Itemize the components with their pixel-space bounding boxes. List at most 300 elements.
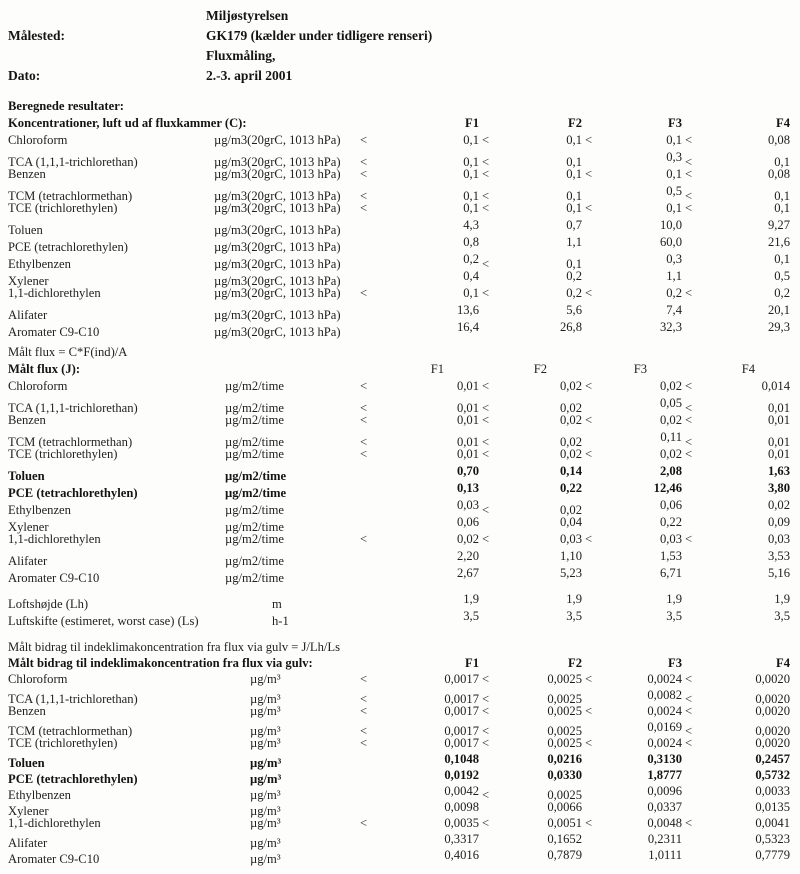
less-than-sign: < [482, 133, 490, 147]
value-cell-f2 [482, 531, 585, 548]
value-cell-f4 [685, 463, 793, 480]
less-than-sign: < [685, 435, 693, 449]
substance-row [8, 149, 796, 169]
less-than-sign: < [585, 201, 593, 215]
value-cell-f3 [585, 251, 685, 268]
measurement-value: 0,0025 [547, 724, 582, 738]
substance-name: TCE (trichlorethylen) [8, 201, 118, 215]
value-cell-f4 [685, 480, 793, 497]
measurement-value: 0,1 [666, 133, 682, 147]
unit-label: µg/m3(20grC, 1013 hPa) [214, 201, 341, 215]
less-than-sign: < [482, 201, 490, 215]
value-cell-f4 [685, 200, 793, 217]
less-than-sign: < [360, 692, 368, 706]
measurement-value: 0,1 [566, 201, 582, 215]
value-cell-f3 [585, 446, 685, 463]
measurement-value: 0,01 [456, 401, 479, 415]
substance-name: 1,1-dichlorethylen [8, 532, 101, 546]
value-cell-f4 [685, 847, 793, 863]
less-than-sign: < [360, 413, 368, 427]
value-cell-f2 [482, 378, 585, 395]
substance-name: TCA (1,1,1-trichlorethan) [8, 155, 138, 169]
less-than-sign: < [360, 724, 368, 738]
substance-name: Ethylbenzen [8, 257, 71, 271]
unit-label: µg/m³ [250, 756, 282, 770]
value-cell-f2 [482, 480, 585, 497]
less-than-sign: < [585, 413, 593, 427]
value-cell-f1 [360, 378, 482, 395]
measurement-value: 0,1 [463, 167, 479, 181]
less-than-sign: < [685, 704, 693, 718]
date-value: 2.-3. april 2001 [206, 68, 293, 83]
unit-label: µg/m2/time [225, 554, 285, 568]
measurement-value: 0,05 [659, 396, 682, 410]
measurement-value: 0,2 [666, 286, 682, 300]
value-cell-f1 [360, 446, 482, 463]
substance-name: Toluen [8, 469, 45, 483]
column-header-f4: F4 [776, 116, 790, 130]
unit-label: µg/m³ [250, 736, 281, 750]
measurement-value: 0,1 [566, 133, 582, 147]
value-cell-f4 [685, 815, 793, 831]
header-line [8, 26, 796, 46]
value-cell-f1 [360, 767, 482, 783]
unit-label: µg/m2/time [225, 447, 285, 461]
measurement-value: 0,02 [559, 379, 582, 393]
unit-label: µg/m2/time [225, 401, 285, 415]
measurement-value: 0,02 [659, 447, 682, 461]
substance-row [8, 591, 796, 611]
substance-name: Loftshøjde (Lh) [8, 597, 89, 611]
measurement-value: 0,01 [767, 435, 790, 449]
substance-row [8, 735, 796, 751]
table-header-row [8, 655, 796, 671]
column-header-f3: F3 [668, 656, 682, 670]
measurement-value: 0,0035 [444, 816, 479, 830]
column-header-f2: F2 [533, 362, 547, 376]
measurement-value: 0,0020 [755, 672, 790, 686]
measurement-value: 0,09 [767, 515, 790, 529]
value-cell-f4 [685, 378, 793, 395]
value-cell-f4 [685, 514, 793, 531]
unit-label: µg/m³ [250, 816, 281, 830]
unit-label: µg/m2/time [225, 571, 285, 585]
value-cell-f3 [585, 183, 685, 200]
measurement-type: Fluxmåling, [206, 48, 276, 63]
substance-row [8, 687, 796, 706]
header-line [8, 66, 796, 86]
measurement-value: 0,0020 [755, 724, 790, 738]
value-cell-f4 [685, 234, 793, 251]
value-cell-f4 [685, 767, 793, 783]
measurement-value: 1,1 [666, 269, 682, 283]
value-cell-f2 [482, 591, 585, 608]
substance-name: 1,1-dichlorethylen [8, 816, 101, 830]
less-than-sign: < [685, 447, 693, 461]
measurement-value: 0,1 [666, 201, 682, 215]
substance-row [8, 463, 796, 483]
unit-label: µg/m³ [250, 692, 281, 706]
substance-name: Alifater [8, 554, 48, 568]
substance-row [8, 831, 796, 850]
value-cell-f2 [482, 799, 585, 815]
unit-label: µg/m3(20grC, 1013 hPa) [214, 325, 341, 339]
value-cell-f1 [360, 234, 482, 251]
measurement-value: 0,1 [463, 286, 479, 300]
less-than-sign: < [685, 736, 693, 750]
measurement-value: 3,80 [767, 481, 790, 495]
measurement-value: 1,1 [566, 235, 582, 249]
less-than-sign: < [585, 704, 593, 718]
unit-label: µg/m³ [250, 772, 282, 786]
substance-name: TCE (trichlorethylen) [8, 736, 118, 750]
less-than-sign: < [360, 672, 368, 686]
value-cell-f3 [585, 234, 685, 251]
formula-line: Målt flux = C*F(ind)/A [8, 345, 128, 359]
measurement-value: 0,5 [774, 269, 790, 283]
less-than-sign: < [482, 532, 490, 546]
value-cell-f4 [685, 319, 793, 336]
measurement-value: 9,27 [767, 218, 790, 232]
unit-label: µg/m³ [250, 704, 281, 718]
column-header-f2: F2 [568, 116, 582, 130]
measurement-value: 0,2 [774, 286, 790, 300]
less-than-sign: < [685, 286, 693, 300]
value-cell-f4 [685, 751, 793, 767]
measurement-value: 1,9 [774, 592, 790, 606]
value-cell-f1 [360, 463, 482, 480]
less-than-sign: < [360, 379, 368, 393]
value-cell-f1 [360, 217, 482, 234]
less-than-sign: < [360, 133, 368, 147]
value-cell-f2 [482, 608, 585, 625]
value-cell-f2 [482, 234, 585, 251]
value-cell-f3 [585, 412, 685, 429]
less-than-sign: < [360, 286, 368, 300]
unit-label: µg/m³ [250, 836, 281, 850]
measurement-value: 1,53 [659, 549, 682, 563]
less-than-sign: < [482, 503, 490, 517]
section-title: Målt bidrag til indeklimakoncentration fra flux via gulv: [8, 656, 313, 670]
measurement-value: 0,03 [767, 532, 790, 546]
value-cell-f3 [585, 480, 685, 497]
measurement-value: 0,02 [659, 413, 682, 427]
value-cell-f3 [585, 166, 685, 183]
measurement-value: 0,1 [774, 252, 790, 266]
less-than-sign: < [360, 736, 368, 750]
measurement-value: 0,0041 [755, 816, 790, 830]
measurement-value: 0,0020 [755, 736, 790, 750]
measurement-value: 0,1048 [444, 752, 479, 766]
less-than-sign: < [360, 155, 368, 169]
measurement-value: 0,0025 [547, 704, 582, 718]
substance-row [8, 217, 796, 237]
measurement-value: 1,9 [666, 592, 682, 606]
measurement-value: 6,71 [659, 566, 682, 580]
value-cell-f1 [360, 412, 482, 429]
less-than-sign: < [360, 167, 368, 181]
measurement-value: 0,22 [559, 481, 582, 495]
value-cell-f2 [482, 200, 585, 217]
section-room-parameters [8, 591, 796, 628]
measurement-value: 0,06 [659, 498, 682, 512]
measurement-value: 0,4016 [444, 848, 479, 862]
formula-line: Målt bidrag til indeklimakoncentration fra flux via gulv = J/Lh/Ls [8, 640, 341, 654]
measurement-value: 0,0025 [547, 672, 582, 686]
section-title: Målt flux (J): [8, 362, 81, 376]
measurement-value: 1,0111 [648, 848, 682, 862]
measurement-value: 10,0 [659, 218, 682, 232]
measurement-value: 0,0017 [444, 736, 479, 750]
header-spacer [8, 6, 206, 26]
value-cell-f1 [360, 783, 482, 799]
measurement-value: 5,23 [559, 566, 582, 580]
header-spacer [8, 46, 206, 66]
value-cell-f1 [360, 200, 482, 217]
measurement-value: 3,5 [463, 609, 479, 623]
section-indoor-contribution [8, 639, 796, 866]
less-than-sign: < [360, 189, 368, 203]
value-cell-f1 [360, 671, 482, 687]
value-cell-f3 [585, 378, 685, 395]
unit-label: µg/m3(20grC, 1013 hPa) [214, 155, 341, 169]
substance-row [8, 751, 796, 770]
measurement-value: 1,63 [767, 464, 790, 478]
value-cell-f3 [585, 497, 685, 514]
measurement-value: 0,0017 [444, 692, 479, 706]
value-cell-f3 [585, 285, 685, 302]
measurement-value: 0,0017 [444, 704, 479, 718]
less-than-sign: < [585, 532, 593, 546]
value-cell-f3 [585, 514, 685, 531]
unit-label: m [272, 597, 282, 611]
value-cell-f3 [585, 831, 685, 847]
unit-label: µg/m3(20grC, 1013 hPa) [214, 308, 341, 322]
unit-label: µg/m3(20grC, 1013 hPa) [214, 189, 341, 203]
measurement-value: 0,0042 [444, 784, 479, 798]
substance-name: Toluen [8, 756, 45, 770]
measurement-value: 0,0169 [647, 720, 682, 734]
substance-name: Toluen [8, 223, 43, 237]
value-cell-f3 [585, 767, 685, 783]
substance-name: TCM (tetrachlormethan) [8, 724, 133, 738]
value-cell-f1 [360, 565, 482, 582]
substance-name: PCE (tetrachlorethylen) [8, 486, 138, 500]
value-cell-f4 [685, 217, 793, 234]
value-cell-f4 [685, 497, 793, 514]
measurement-value: 0,8 [463, 235, 479, 249]
value-cell-f1 [360, 751, 482, 767]
substance-name: Xylener [8, 520, 49, 534]
measurement-value: 0,02 [559, 401, 582, 415]
substance-name: Luftskifte (estimeret, worst case) (Ls) [8, 614, 199, 628]
less-than-sign: < [482, 286, 490, 300]
value-cell-f3 [585, 751, 685, 767]
value-cell-f2 [482, 412, 585, 429]
measurement-value: 2,67 [456, 566, 479, 580]
measurement-value: 20,1 [767, 303, 790, 317]
measurement-value: 0,0017 [444, 672, 479, 686]
measurement-value: 0,5323 [755, 832, 790, 846]
less-than-sign: < [585, 167, 593, 181]
value-cell-f3 [585, 149, 685, 166]
substance-row [8, 166, 796, 183]
measurement-value: 0,2 [566, 269, 582, 283]
value-cell-f2 [482, 847, 585, 863]
substance-name: Xylener [8, 274, 49, 288]
value-cell-f4 [685, 446, 793, 463]
measurement-value: 0,01 [456, 379, 479, 393]
measurement-value: 0,2 [463, 252, 479, 266]
value-cell-f3 [585, 719, 685, 735]
value-cell-f1 [360, 831, 482, 847]
value-cell-f1 [360, 591, 482, 608]
less-than-sign: < [482, 413, 490, 427]
measurement-value: 0,2311 [647, 832, 682, 846]
less-than-sign: < [685, 189, 693, 203]
measurement-value: 0,03 [456, 498, 479, 512]
column-header-f4: F4 [776, 656, 790, 670]
measurement-value: 0,1 [463, 155, 479, 169]
substance-name: Xylener [8, 804, 49, 818]
column-header-f1: F1 [430, 362, 444, 376]
value-cell-f4 [685, 735, 793, 751]
value-cell-f4 [685, 268, 793, 285]
value-cell-f4 [685, 412, 793, 429]
unit-label: µg/m3(20grC, 1013 hPa) [214, 257, 341, 271]
measurement-value: 0,1 [666, 167, 682, 181]
measurement-value: 1,9 [566, 592, 582, 606]
less-than-sign: < [685, 155, 693, 169]
value-cell-f1 [360, 285, 482, 302]
table-header-row [8, 361, 796, 378]
less-than-sign: < [685, 724, 693, 738]
substance-row [8, 378, 796, 395]
value-cell-f3 [585, 783, 685, 799]
substance-name: Benzen [8, 413, 46, 427]
value-cell-f3 [585, 671, 685, 687]
measurement-value: 0,0024 [647, 704, 682, 718]
unit-label: µg/m3(20grC, 1013 hPa) [214, 240, 341, 254]
unit-label: µg/m3(20grC, 1013 hPa) [214, 286, 341, 300]
value-cell-f1 [360, 735, 482, 751]
measurement-value: 0,7779 [755, 848, 790, 862]
less-than-sign: < [585, 133, 593, 147]
measurement-value: 0,3317 [444, 832, 479, 846]
value-cell-f3 [585, 302, 685, 319]
substance-row [8, 285, 796, 302]
measurement-value: 0,02 [559, 435, 582, 449]
value-cell-f2 [482, 302, 585, 319]
measurement-value: 0,02 [559, 447, 582, 461]
measurement-value: 1,9 [463, 592, 479, 606]
less-than-sign: < [482, 788, 490, 802]
measurement-value: 0,0066 [547, 800, 582, 814]
value-cell-f3 [585, 735, 685, 751]
substance-name: Aromater C9-C10 [8, 852, 100, 866]
value-cell-f3 [585, 548, 685, 565]
value-cell-f4 [685, 783, 793, 799]
value-cell-f3 [585, 815, 685, 831]
value-cell-f1 [360, 166, 482, 183]
unit-label: µg/m³ [250, 788, 281, 802]
measurement-value: 0,1 [463, 189, 479, 203]
value-cell-f4 [685, 703, 793, 719]
measurement-value: 0,0192 [444, 768, 479, 782]
value-cell-f1 [360, 514, 482, 531]
less-than-sign: < [585, 672, 593, 686]
value-cell-f3 [585, 591, 685, 608]
measurement-value: 0,01 [767, 447, 790, 461]
measurement-value: 0,3 [666, 150, 682, 164]
measurement-value: 0,0025 [547, 788, 582, 802]
unit-label: µg/m3(20grC, 1013 hPa) [214, 167, 341, 181]
value-cell-f2 [482, 831, 585, 847]
measurement-value: 0,0033 [755, 784, 790, 798]
measurement-value: 29,3 [767, 320, 790, 334]
value-cell-f4 [685, 671, 793, 687]
measurement-value: 5,6 [566, 303, 582, 317]
less-than-sign: < [482, 435, 490, 449]
value-cell-f1 [360, 319, 482, 336]
substance-row [8, 183, 796, 203]
substance-row [8, 531, 796, 548]
measurement-value: 3,5 [774, 609, 790, 623]
value-cell-f3 [585, 687, 685, 703]
value-cell-f3 [585, 395, 685, 412]
value-cell-f4 [685, 565, 793, 582]
unit-label: µg/m³ [250, 724, 281, 738]
substance-name: PCE (tetrachlorethylen) [8, 772, 138, 786]
substance-name: Ethylbenzen [8, 788, 71, 802]
measurement-value: 0,0330 [547, 768, 582, 782]
value-cell-f2 [482, 671, 585, 687]
less-than-sign: < [482, 672, 490, 686]
measurement-value: 0,01 [456, 413, 479, 427]
less-than-sign: < [482, 816, 490, 830]
less-than-sign: < [585, 286, 593, 300]
measurement-value: 0,1 [566, 167, 582, 181]
column-header-f3: F3 [633, 362, 647, 376]
unit-label: µg/m3(20grC, 1013 hPa) [214, 223, 341, 237]
value-cell-f1 [360, 132, 482, 149]
measurement-value: 32,3 [659, 320, 682, 334]
less-than-sign: < [360, 532, 368, 546]
less-than-sign: < [685, 379, 693, 393]
less-than-sign: < [685, 133, 693, 147]
measurement-value: 0,0025 [547, 692, 582, 706]
measurement-value: 0,11 [660, 430, 682, 444]
measurement-value: 1,10 [559, 549, 582, 563]
value-cell-f1 [360, 815, 482, 831]
measurement-value: 0,1 [774, 189, 790, 203]
measurement-value: 0,2457 [755, 752, 790, 766]
measurement-value: 3,5 [566, 609, 582, 623]
substance-row [8, 815, 796, 831]
value-cell-f4 [685, 302, 793, 319]
unit-label: µg/m2/time [225, 486, 287, 500]
substance-row [8, 302, 796, 322]
malested-label: Målested: [8, 28, 65, 43]
column-header-f4: F4 [741, 362, 755, 376]
value-cell-f2 [482, 514, 585, 531]
measurement-value: 0,0135 [755, 800, 790, 814]
measurement-value: 0,0098 [444, 800, 479, 814]
measurement-value: 0,7 [566, 218, 582, 232]
measurement-value: 0,0024 [647, 736, 682, 750]
substance-row [8, 412, 796, 429]
value-cell-f4 [685, 285, 793, 302]
